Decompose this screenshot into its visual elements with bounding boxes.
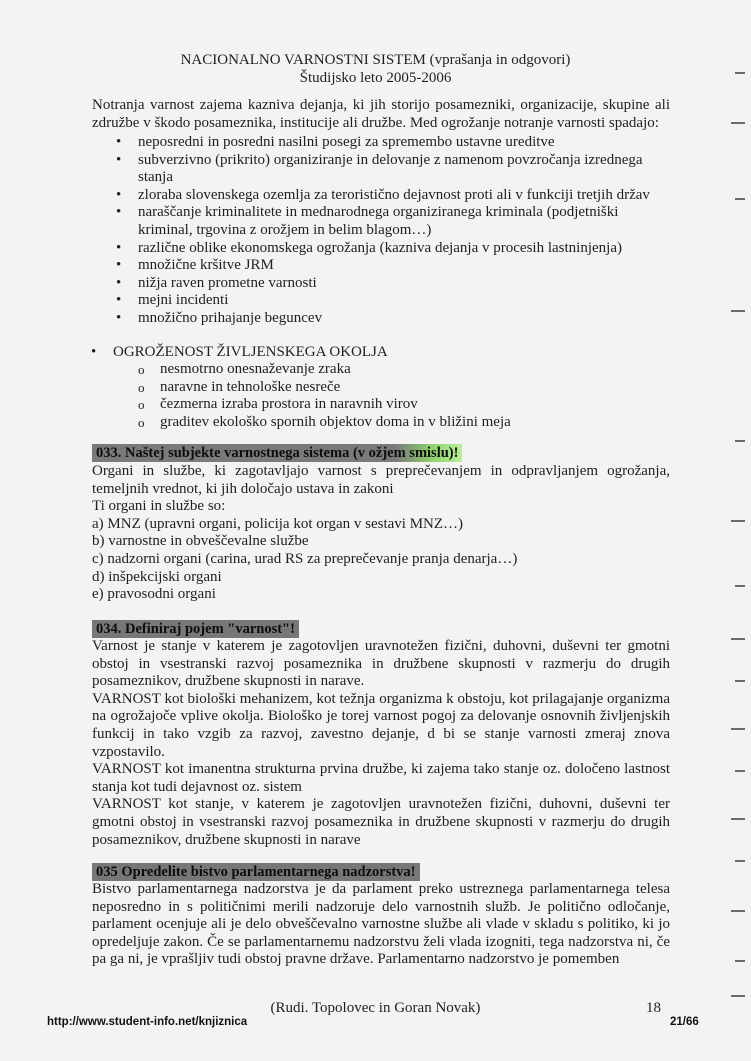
footer-authors: (Rudi. Topolovec in Goran Novak): [270, 1000, 481, 1016]
paragraph: e) pravosodni organi: [92, 586, 216, 603]
section-033-body: [92, 463, 670, 604]
list-item: o naravne in tehnološke nesreče: [160, 379, 660, 397]
threat-list: [138, 134, 672, 328]
environment-list: [160, 361, 660, 431]
list-item: • nižja raven prometne varnosti: [138, 275, 672, 293]
list-item: • naraščanje kriminalitete in mednarodnega organiziranega kriminala (podjetniški kriminal, trgovina z orožjem in belim blagom…): [138, 204, 672, 239]
list-item: • množične kršitve JRM: [138, 257, 672, 275]
page-edge-marks: [729, 60, 745, 1020]
page-count: 21/66: [670, 1016, 699, 1028]
paragraph: VARNOST kot stanje, v katerem je zagotovljen uravnotežen fizični, duhovni, duševni ter gmotni obstoj in vsestranski razvoj posameznika in družbene skupnosti v razmerju do drugih posameznikov, družbene skupnosti in narave: [92, 796, 670, 848]
intro-paragraph: Notranja varnost zajema kazniva dejanja, ki jih storijo posamezniki, organizacije, skupine ali združbe v škodo posameznika, institucije ali družbe. Med ogrožanje notranje varnosti spadajo:: [92, 97, 670, 131]
section-034-heading: 034. Definiraj pojem "varnost"!: [92, 620, 299, 638]
list-item: o nesmotrno onesnaževanje zraka: [160, 361, 660, 379]
list-item: • mejni incidenti: [138, 292, 672, 310]
list-item: • subverzivno (prikrito) organiziranje in delovanje z namenom povzročanja izrednega stanja: [138, 152, 672, 187]
paragraph: Ti organi in službe so:: [92, 498, 226, 515]
section-033-heading: 033. Naštej subjekte varnostnega sistema (v ožjem smislu)!: [92, 444, 462, 462]
list-item: o čezmerna izraba prostora in naravnih virov: [160, 396, 660, 414]
paragraph: Organi in službe, ki zagotavljajo varnost s preprečevanjem in odpravljanjem ogrožanja, temeljnih vrednot, ki jih določajo ustava in zakoni: [92, 463, 670, 497]
section-035-heading: 035 Opredelite bistvo parlamentarnega nadzorstva!: [92, 863, 420, 881]
environment-heading: • OGROŽENOST ŽIVLJENSKEGA OKOLJA: [113, 344, 653, 362]
list-item: • zloraba slovenskega ozemlja za teroristično dejavnost proti ali v funkciji tretjih držav: [138, 187, 672, 205]
paragraph: Varnost je stanje v katerem je zagotovljen uravnotežen fizični, duhovni, duševni ter gmotni obstoj in vsestranski razvoj posameznika in družbene skupnosti v razmerju do drugih posameznikov, družbene skupnosti in narave.: [92, 638, 670, 690]
paragraph: a) MNZ (upravni organi, policija kot organ v sestavi MNZ…): [92, 515, 464, 532]
list-item: o graditev ekološko spornih objektov doma in v bližini meja: [160, 414, 660, 432]
page-number: 18: [646, 1000, 661, 1016]
document-title: NACIONALNO VARNOSTNI SISTEM (vprašanja in odgovori): [180, 52, 571, 68]
environment-heading-list: [113, 344, 653, 362]
section-034-body: [92, 638, 670, 849]
paragraph: b) varnostne in obveščevalne službe: [92, 533, 309, 550]
source-url-link[interactable]: http://www.student-info.net/knjiznica: [47, 1016, 248, 1028]
paragraph: VARNOST kot biološki mehanizem, kot težnja organizma k obstoju, kot prilagajanje organizma na ogrožajoče vplive okolja. Biološko je torej varnost pogoj za delovanje osnovnih življenjskih funkcij in tako vzgib za razvoj, zavestno dejanje, d bi se stanje varnosti zmeraj znova vzpostavilo.: [92, 690, 670, 760]
paragraph: VARNOST kot imanentna strukturna prvina družbe, ki zajema tako stanje oz. določeno lastnost stanja kot tudi dejavnost oz. sistem: [92, 761, 670, 795]
list-item: • množično prihajanje beguncev: [138, 310, 672, 328]
list-item: • različne oblike ekonomskega ogrožanja (kazniva dejanja v procesih lastninjenja): [138, 240, 672, 258]
paragraph: c) nadzorni organi (carina, urad RS za preprečevanje pranja denarja…): [92, 550, 518, 567]
document-subtitle: Študijsko leto 2005-2006: [299, 70, 452, 86]
section-035-body: Bistvo parlamentarnega nadzorstva je da parlament preko ustreznega parlamentarnega telesa neposredno in s političnimi merili nadzoruje delo varnostnih služb. Je politično odločanje, parlament ocenjuje ali je delo obveščevalno varnostne službe ali vlade v skladu s politiko, ki jo opredeljuje zakon. Če se parlamentarnemu nadzorstvu želi vlada izogniti, tega nadzorstva ni, če pa ga ni, je vprašljiv tudi obstoj pravne države. Parlamentarno nadzorstvo je pomemben: [92, 881, 670, 968]
list-item: • neposredni in posredni nasilni posegi za spremembo ustavne ureditve: [138, 134, 672, 152]
paragraph: d) inšpekcijski organi: [92, 568, 222, 585]
